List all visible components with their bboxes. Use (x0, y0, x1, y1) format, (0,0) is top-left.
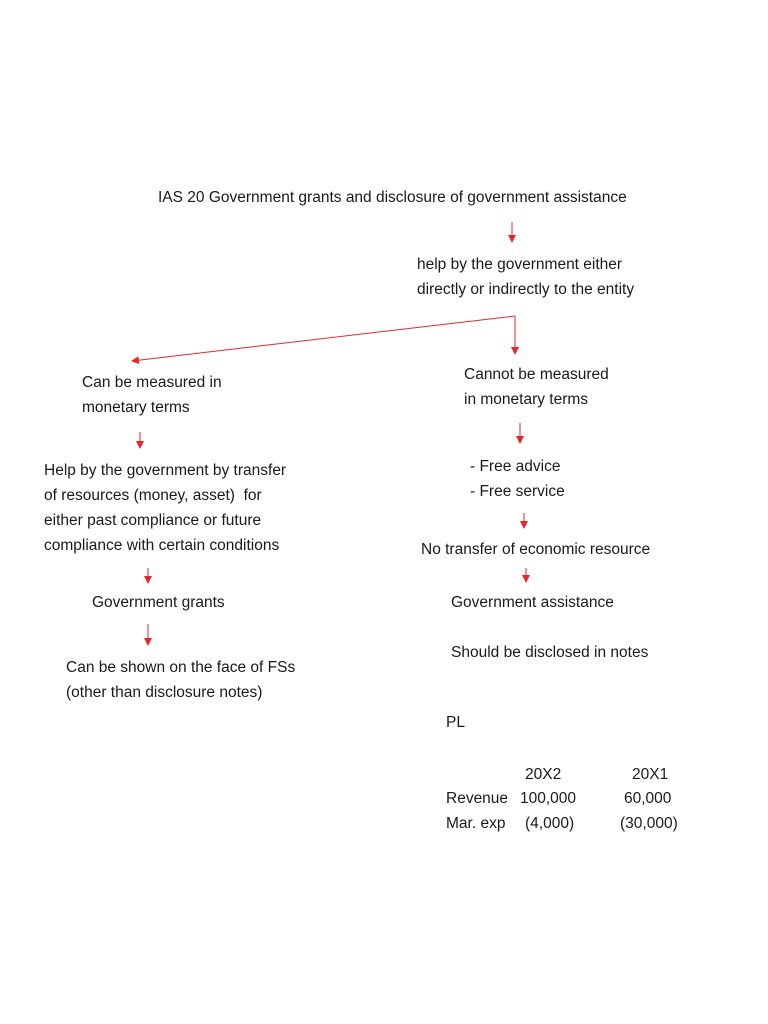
left-condition-line-1: Can be measured in (82, 374, 222, 391)
definition-line-1: help by the government either (417, 256, 623, 273)
pl-row-label: Mar. exp (446, 815, 506, 832)
arrow-to-left-branch (132, 316, 515, 361)
left-description-line-2: of resources (money, asset) for (44, 487, 262, 504)
diagram-title: IAS 20 Government grants and disclosure of government assistance (158, 189, 627, 206)
pl-column-header-1: 20X2 (525, 766, 562, 783)
left-treatment-line-2: (other than disclosure notes) (66, 684, 263, 701)
left-condition-line-2: monetary terms (82, 399, 190, 416)
right-example-2: - Free service (470, 483, 565, 500)
left-description-line-3: either past compliance or future (44, 512, 262, 529)
right-condition-line-1: Cannot be measured (464, 366, 609, 383)
definition-line-2: directly or indirectly to the entity (417, 281, 635, 298)
left-description-line-4: compliance with certain conditions (44, 537, 280, 554)
left-result: Government grants (92, 594, 225, 611)
pl-row-label: Revenue (446, 790, 509, 807)
pl-column-header-2: 20X1 (632, 766, 669, 783)
right-treatment: Should be disclosed in notes (451, 644, 649, 661)
left-treatment-line-1: Can be shown on the face of FSs (66, 659, 296, 676)
pl-cell: 60,000 (624, 790, 672, 807)
right-note: No transfer of economic resource (421, 541, 651, 558)
right-example-1: - Free advice (470, 458, 561, 475)
pl-cell: (30,000) (620, 815, 678, 832)
pl-heading: PL (446, 714, 465, 731)
right-condition-line-2: in monetary terms (464, 391, 589, 408)
right-result: Government assistance (451, 594, 614, 611)
pl-cell: (4,000) (525, 815, 575, 832)
pl-cell: 100,000 (520, 790, 577, 807)
left-description-line-1: Help by the government by transfer (44, 462, 287, 479)
